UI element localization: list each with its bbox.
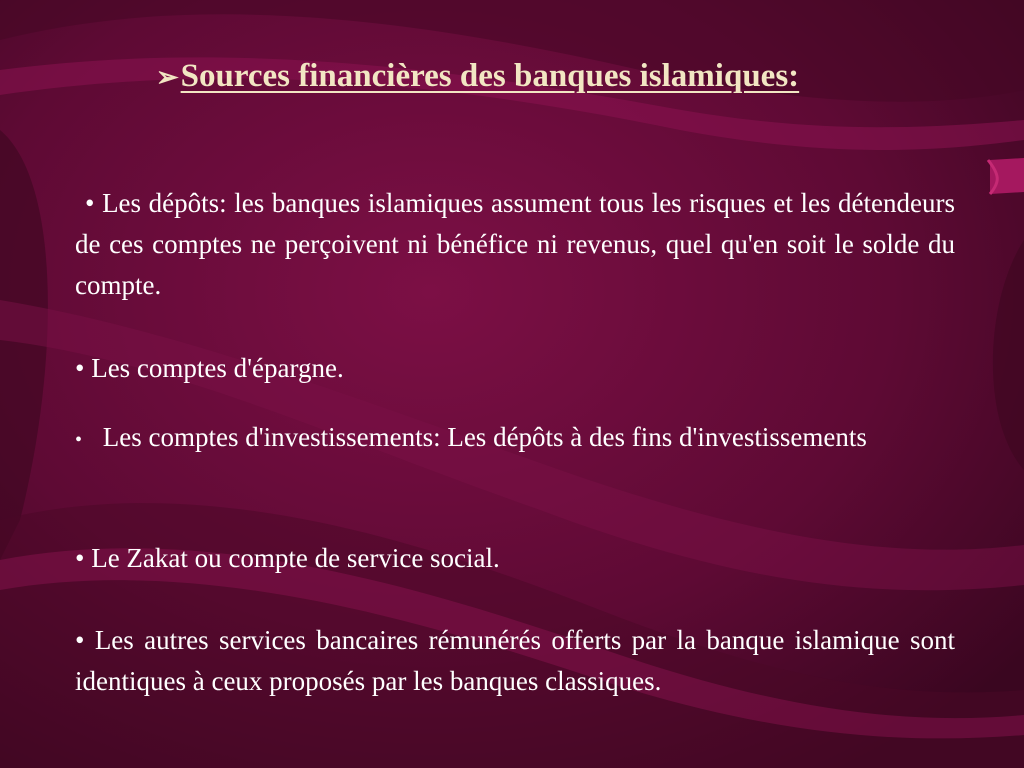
bullet-icon: • [75, 625, 85, 655]
paragraph-other-services [75, 620, 955, 702]
paragraph-zakat [75, 538, 955, 579]
arrow-bullet-icon: ➢ [156, 62, 179, 92]
paragraph-text: Les comptes d'investissements: Les dépôts à des fins d'investissements [102, 422, 867, 452]
bullet-icon: • [75, 353, 85, 383]
paragraph-text: Le Zakat ou compte de service social. [91, 543, 500, 573]
paragraph-deposits [75, 183, 955, 306]
bullet-icon: • [75, 543, 85, 573]
paragraph-text: Les dépôts: les banques islamiques assument tous les risques et les détendeurs de ces comptes ne perçoivent ni bénéfice ni revenus, quel qu'en soit le solde du compte. [75, 188, 956, 300]
bullet-icon: • [85, 188, 95, 218]
bullet-icon: • [75, 429, 83, 451]
paragraph-text: Les comptes d'épargne. [91, 353, 344, 383]
title-text: Sources financières des banques islamiques: [180, 58, 800, 94]
slide-title [156, 56, 976, 97]
paragraph-text: Les autres services bancaires rémunérés offerts par la banque islamique sont identiques à ceux proposés par les banques classiques. [75, 625, 956, 696]
paragraph-investments [75, 417, 955, 461]
paragraph-savings [75, 348, 955, 389]
